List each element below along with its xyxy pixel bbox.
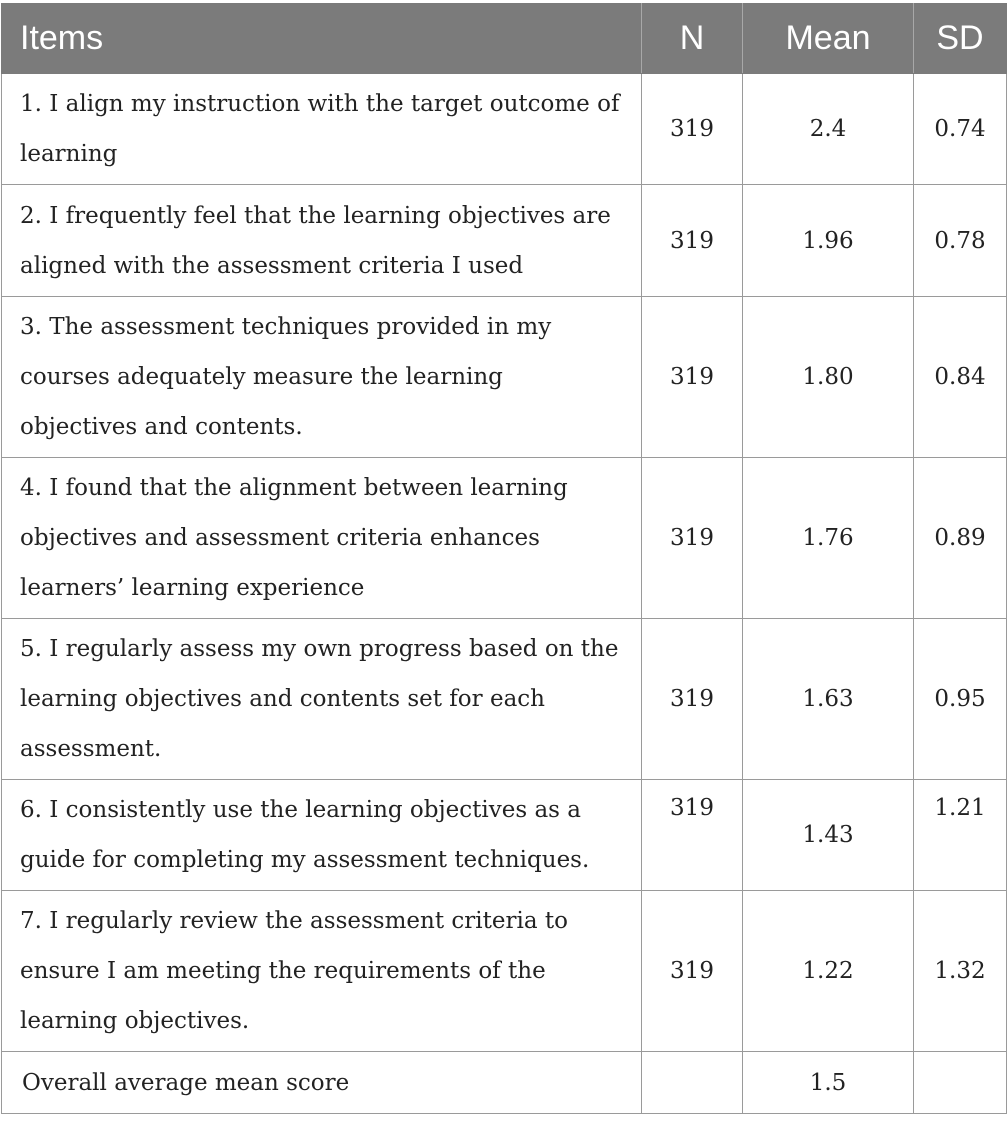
mean-value: 1.22 [743, 891, 914, 1052]
item-text: 2. I frequently feel that the learning objectives are aligned with the assessment criteria I used [2, 185, 642, 297]
sd-value: 1.21 [914, 780, 1007, 891]
overall-n [642, 1052, 743, 1114]
table-row [2, 780, 1007, 891]
sd-value: 0.89 [914, 458, 1007, 619]
mean-value: 1.76 [743, 458, 914, 619]
sd-value: 0.74 [914, 74, 1007, 185]
table-row [2, 891, 1007, 1052]
table-row [2, 74, 1007, 185]
overall-row [2, 1052, 1007, 1114]
table-row [2, 185, 1007, 297]
header-row [2, 4, 1007, 74]
item-text: 1. I align my instruction with the target outcome of learning [2, 74, 642, 185]
n-value: 319 [642, 458, 743, 619]
mean-value: 1.80 [743, 297, 914, 458]
header-items: Items [2, 4, 642, 74]
sd-value: 1.32 [914, 891, 1007, 1052]
header-sd: SD [914, 4, 1007, 74]
n-value: 319 [642, 780, 743, 891]
results-table [1, 3, 1007, 1114]
sd-value: 0.78 [914, 185, 1007, 297]
overall-sd [914, 1052, 1007, 1114]
sd-value: 0.84 [914, 297, 1007, 458]
n-value: 319 [642, 297, 743, 458]
header-n: N [642, 4, 743, 74]
overall-mean: 1.5 [743, 1052, 914, 1114]
table-row [2, 619, 1007, 780]
n-value: 319 [642, 619, 743, 780]
mean-value: 2.4 [743, 74, 914, 185]
item-text: 6. I consistently use the learning objectives as a guide for completing my assessment techniques. [2, 780, 642, 891]
item-text: 4. I found that the alignment between learning objectives and assessment criteria enhances learners’ learning experience [2, 458, 642, 619]
item-text: 5. I regularly assess my own progress based on the learning objectives and contents set for each assessment. [2, 619, 642, 780]
sd-value: 0.95 [914, 619, 1007, 780]
mean-value: 1.43 [743, 780, 914, 891]
mean-value: 1.96 [743, 185, 914, 297]
n-value: 319 [642, 185, 743, 297]
item-text: 7. I regularly review the assessment criteria to ensure I am meeting the requirements of the learning objectives. [2, 891, 642, 1052]
n-value: 319 [642, 891, 743, 1052]
mean-value: 1.63 [743, 619, 914, 780]
n-value: 319 [642, 74, 743, 185]
table-row [2, 297, 1007, 458]
table-row [2, 458, 1007, 619]
item-text: 3. The assessment techniques provided in my courses adequately measure the learning objectives and contents. [2, 297, 642, 458]
header-mean: Mean [743, 4, 914, 74]
overall-label: Overall average mean score [2, 1052, 642, 1114]
